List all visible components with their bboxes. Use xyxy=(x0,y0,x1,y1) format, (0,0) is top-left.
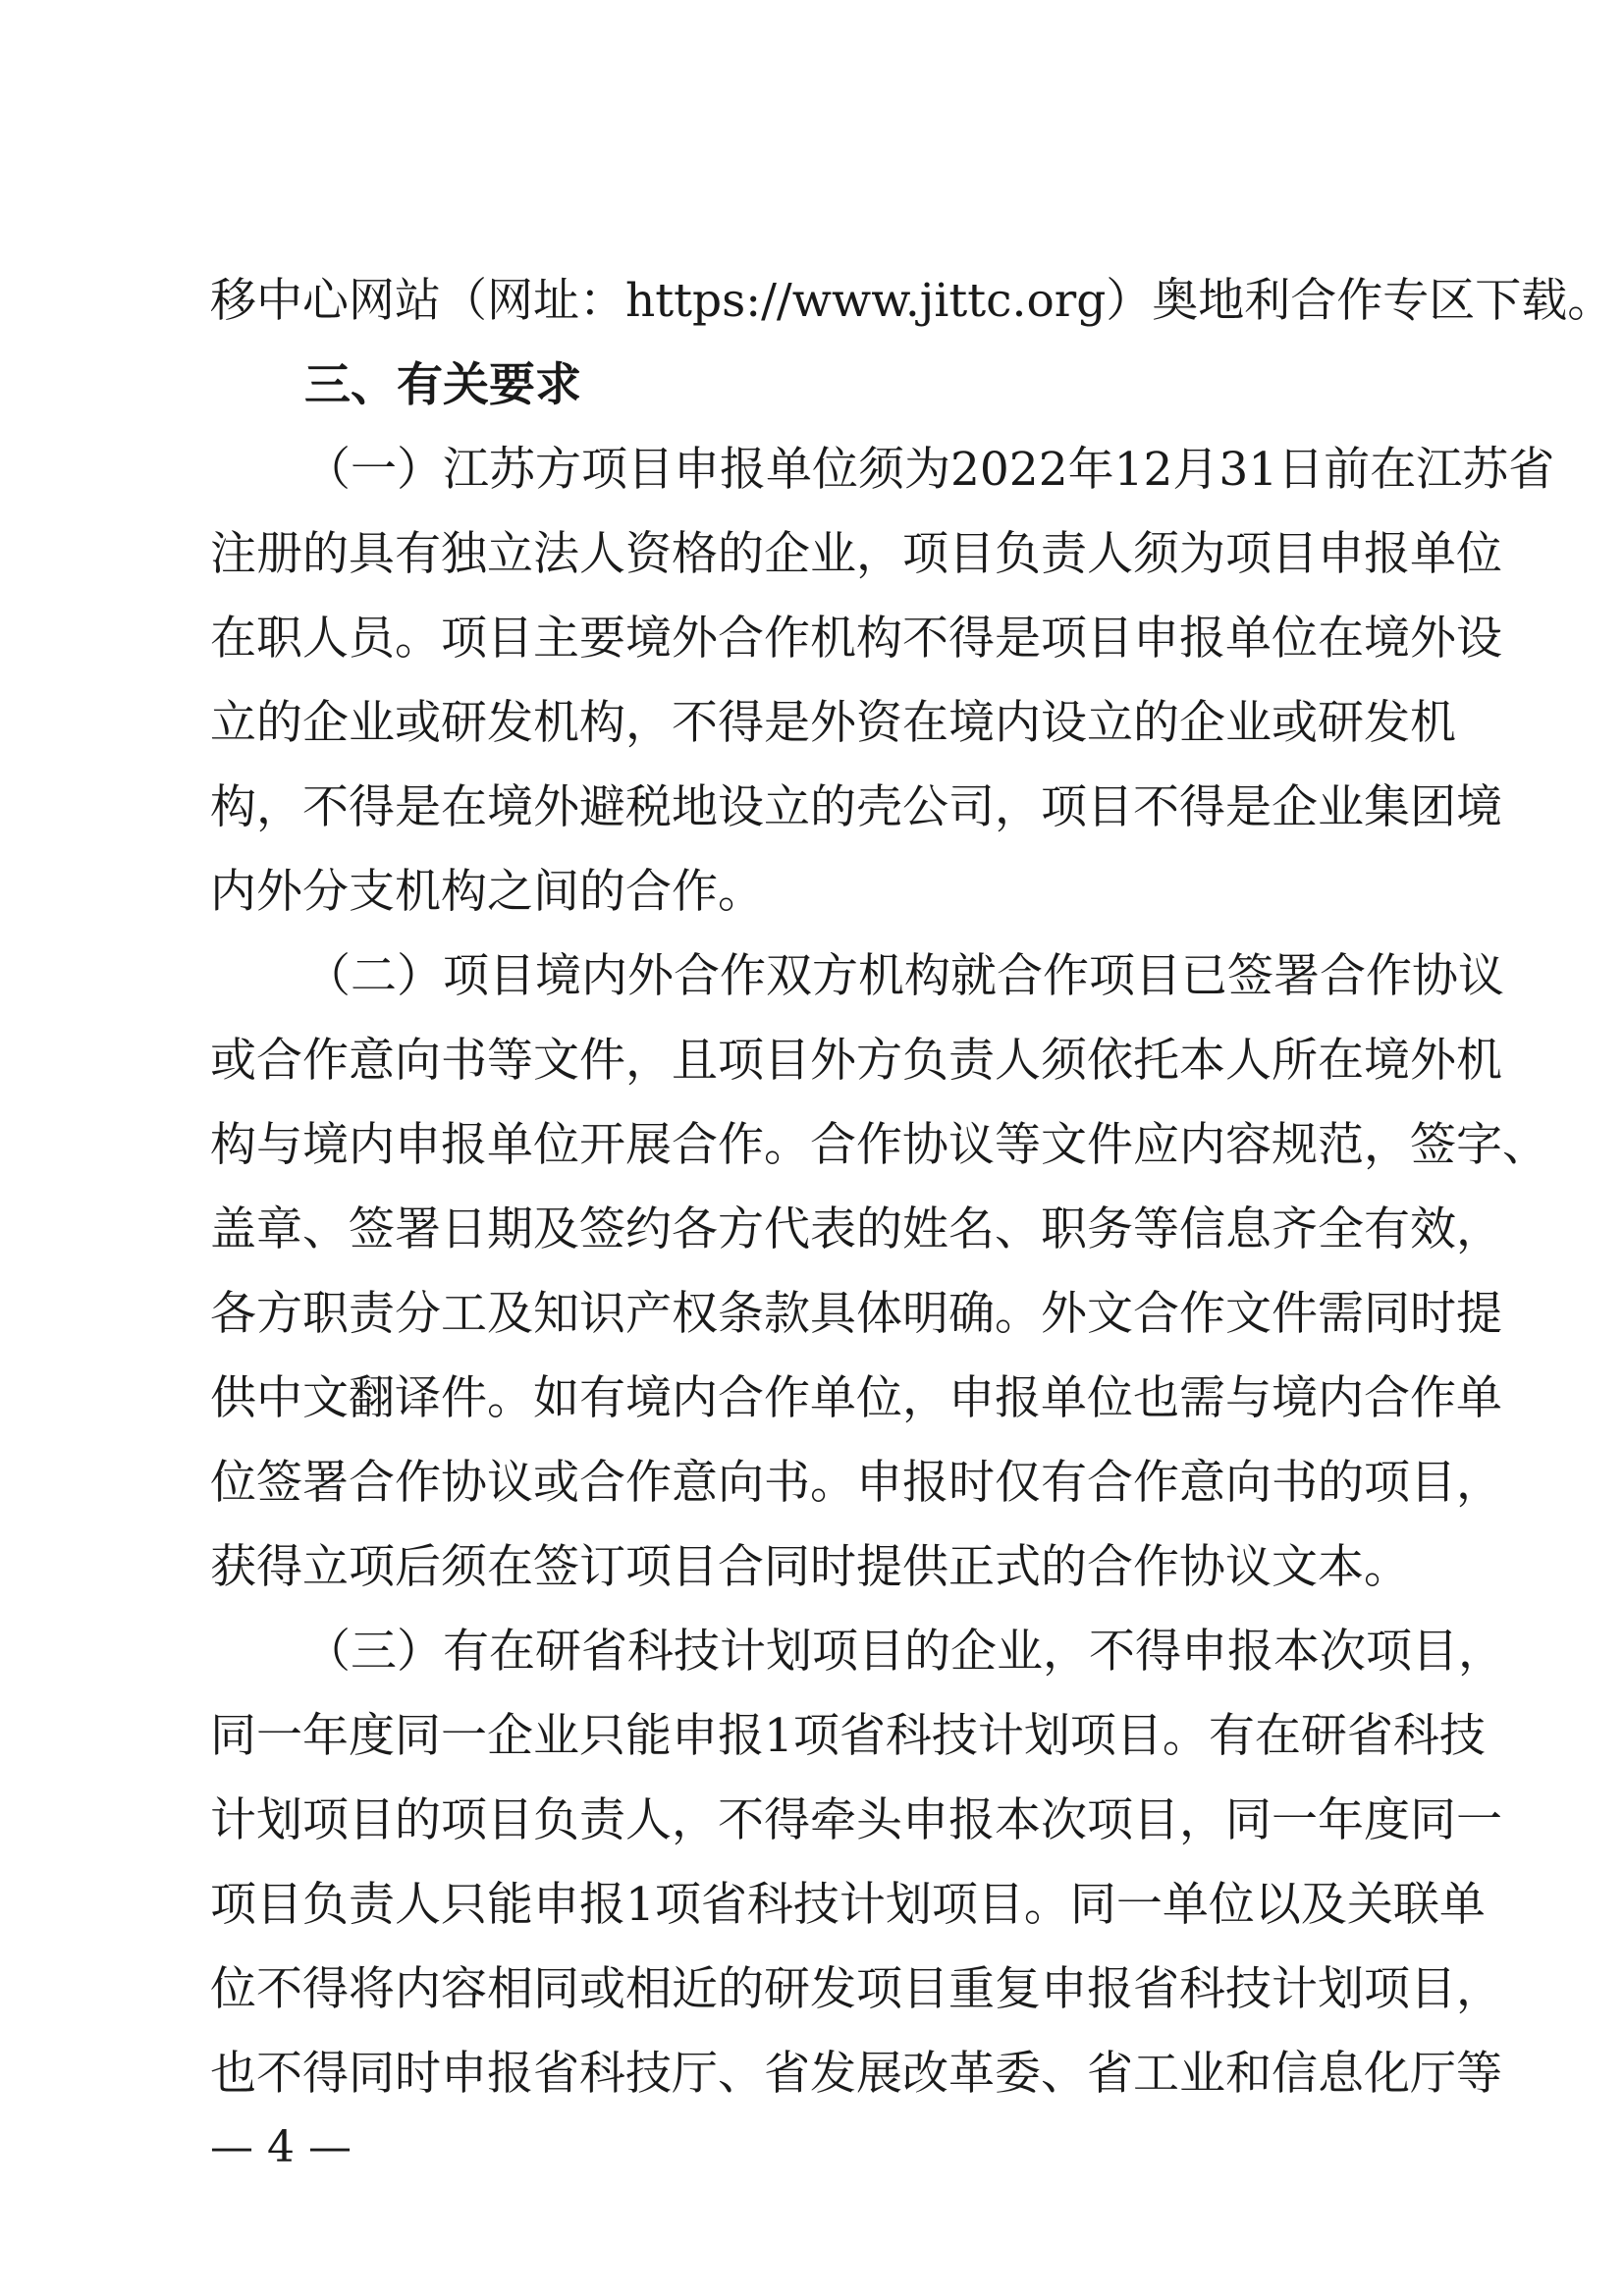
text-line: 同一年度同一企业只能申报1项省科技计划项目。有在研省科技 xyxy=(210,1709,1486,1763)
text-line: 计划项目的项目负责人，不得牵头申报本次项目，同一年度同一 xyxy=(210,1793,1502,1847)
text-line: （三）有在研省科技计划项目的企业，不得申报本次项目， xyxy=(304,1625,1504,1679)
text-line: 盖章、签署日期及签约各方代表的姓名、职务等信息齐全有效， xyxy=(210,1202,1502,1256)
text-line: 在职人员。项目主要境外合作机构不得是项目申报单位在境外设 xyxy=(210,612,1502,666)
text-line: 项目负责人只能申报1项省科技计划项目。同一单位以及关联单 xyxy=(210,1878,1486,1932)
page-number: — 4 — xyxy=(210,2122,352,2172)
text-line: 注册的具有独立法人资格的企业，项目负责人须为项目申报单位 xyxy=(210,527,1502,581)
text-line: 移中心网站（网址：https://www.jittc.org）奥地利合作专区下载。 xyxy=(210,274,1614,328)
text-line: 内外分支机构之间的合作。 xyxy=(210,865,764,919)
text-line: 位签署合作协议或合作意向书。申报时仅有合作意向书的项目， xyxy=(210,1456,1502,1510)
text-line: （二）项目境内外合作双方机构就合作项目已签署合作协议 xyxy=(304,949,1504,1003)
text-line: 供中文翻译件。如有境内合作单位，申报单位也需与境内合作单 xyxy=(210,1371,1502,1425)
text-line: 构，不得是在境外避税地设立的壳公司，项目不得是企业集团境 xyxy=(210,780,1502,834)
text-line: 位不得将内容相同或相近的研发项目重复申报省科技计划项目， xyxy=(210,1962,1502,2016)
text-line: （一）江苏方项目申报单位须为2022年12月31日前在江苏省 xyxy=(304,443,1555,497)
text-line: 立的企业或研发机构，不得是外资在境内设立的企业或研发机 xyxy=(210,696,1456,750)
section-heading: 三、有关要求 xyxy=(304,358,581,412)
text-line: 各方职责分工及知识产权条款具体明确。外文合作文件需同时提 xyxy=(210,1287,1502,1341)
text-line: 构与境内申报单位开展合作。合作协议等文件应内容规范，签字、 xyxy=(210,1118,1548,1172)
text-line: 也不得同时申报省科技厅、省发展改革委、省工业和信息化厅等 xyxy=(210,2047,1502,2101)
text-line: 获得立项后须在签订项目合同时提供正式的合作协议文本。 xyxy=(210,1540,1410,1594)
text-line: 或合作意向书等文件，且项目外方负责人须依托本人所在境外机 xyxy=(210,1034,1502,1088)
